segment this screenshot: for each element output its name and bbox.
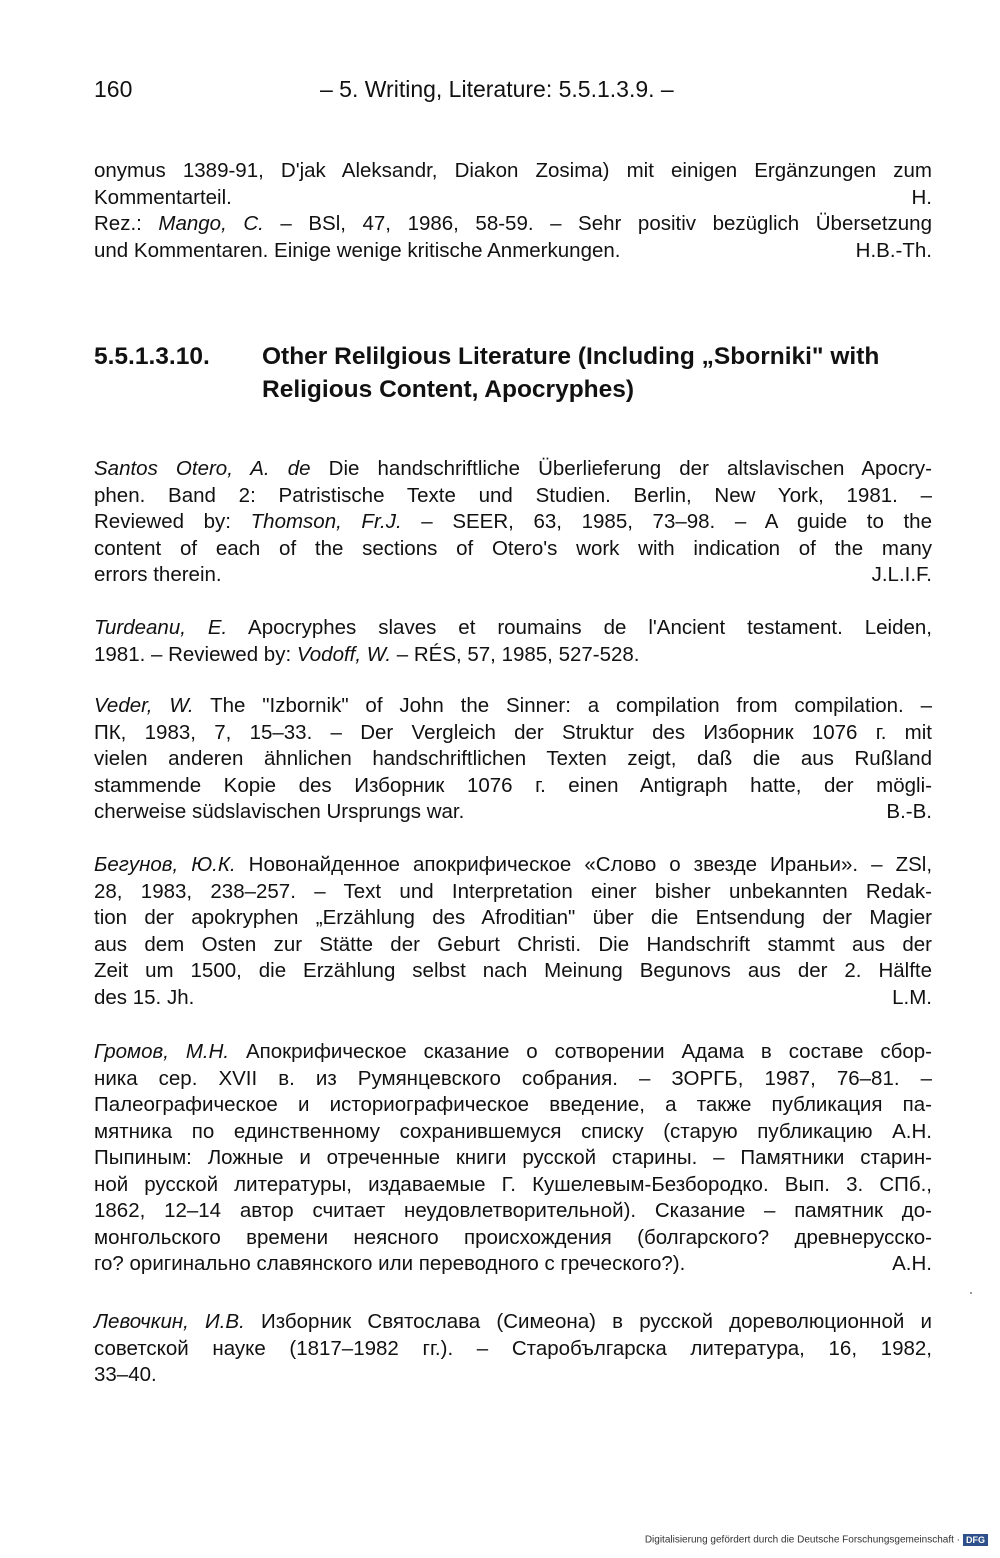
bibliography-entry (94, 1039, 932, 1278)
digitization-footer (645, 1534, 988, 1546)
bibliography-entry (94, 1309, 932, 1389)
bibliography-entry (94, 852, 932, 1011)
bibliography-entry (94, 693, 932, 826)
dfg-logo-icon: DFG (963, 1534, 988, 1546)
running-title: – 5. Writing, Literature: 5.5.1.3.9. – (320, 76, 674, 102)
text-line (94, 238, 932, 265)
entry-author: Громов, М.Н. (94, 1040, 230, 1063)
text-fragment: го? оригинально славянского или переводного с греческого?). (94, 1252, 686, 1275)
text-line: 33–40. (94, 1363, 157, 1386)
text-fragment: und Kommentaren. Einige wenige kritische Anmerkungen. (94, 238, 621, 262)
text-line: 1862, 12–14 автор считает неудовлетворительной). Сказание – памятник до- (94, 1199, 932, 1222)
text-line: stammende Kopie des Изборник 1076 г. einen Antigraph hatte, der mögli- (94, 773, 932, 797)
text-line: content of each of the sections of Otero's work with indication of the many (94, 536, 932, 560)
text-line: монгольского времени неясного происхождения (болгарского? древнерусско- (94, 1225, 932, 1249)
text-line (94, 562, 932, 589)
reviewer-initials: J.L.I.F. (871, 563, 932, 586)
text-line (94, 799, 932, 826)
reviewer-initials: А.Н. (892, 1252, 932, 1275)
text-line: tion der apokryphen „Erzählung des Afroditian" über die Entsendung der Magier (94, 906, 932, 929)
text-line: onymus 1389-91, D'jak Aleksandr, Diakon Zosima) mit einigen Ergänzungen zum (94, 159, 932, 182)
reviewer-name: Thomson, Fr.J. (250, 510, 402, 533)
reviewer-initials: L.M. (892, 985, 932, 1009)
text-fragment: Rez.: (94, 212, 159, 235)
text-line: ной русской литературы, издаваемые Г. Кушелевым-Безбородко. Вып. 3. СПб., (94, 1172, 932, 1196)
text-line (94, 852, 932, 879)
text-line (94, 693, 932, 720)
entry-author: Левочкин, И.В. (94, 1310, 245, 1333)
text-fragment: Apocryphes slaves et roumains de l'Ancient testament. Leiden, (227, 616, 933, 639)
text-line: Zeit um 1500, die Erzählung selbst nach Meinung Begunovs aus der 2. Hälfte (94, 959, 932, 982)
reviewer-name: Mango, C. (158, 212, 264, 235)
section-number: 5.5.1.3.10. (94, 343, 210, 370)
text-line: 28, 1983, 238–257. – Text und Interpretation einer bisher unbekannten Redak- (94, 879, 932, 903)
text-line (94, 456, 932, 483)
bibliography-entry (94, 615, 932, 668)
text-line: советской науке (1817–1982 гг.). – Старобългарска литература, 16, 1982, (94, 1336, 932, 1360)
entry-author: Veder, W. (94, 694, 194, 717)
reviewer-initials: B.-B. (886, 800, 932, 823)
text-line: vielen anderen ähnlichen handschriftlichen Texten zeigt, daß die aus Rußland (94, 747, 932, 770)
text-line (94, 642, 932, 669)
text-fragment: The "Izbornik" of John the Sinner: a compilation from compilation. – (193, 694, 932, 717)
text-fragment: Новонайденное апокрифическое «Слово о звезде Ираньи». – ZSl, (235, 853, 933, 876)
text-line (94, 1251, 932, 1278)
scan-speck (970, 1292, 972, 1294)
text-fragment: Kommentarteil. (94, 185, 232, 209)
page-header (94, 76, 932, 108)
entry-author: Бегунов, Ю.К. (94, 853, 236, 876)
text-line: phen. Band 2: Patristische Texte und Studien. Berlin, New York, 1981. – (94, 483, 932, 507)
text-line (94, 985, 932, 1012)
text-line: ПК, 1983, 7, 15–33. – Der Vergleich der Struktur des Изборник 1076 г. mit (94, 720, 932, 744)
text-fragment: cherweise südslavischen Ursprungs war. (94, 800, 465, 823)
text-line (94, 1039, 932, 1066)
text-line: ника сер. XVII в. из Румянцевского собрания. – ЗОРГБ, 1987, 76–81. – (94, 1066, 932, 1090)
text-line (94, 1309, 932, 1336)
text-fragment: – RÉS, 57, 1985, 527-528. (391, 642, 640, 666)
section-title (262, 340, 932, 406)
text-line (94, 211, 932, 238)
text-fragment: Die handschriftliche Überlieferung der altslavischen Apocry- (310, 457, 932, 480)
text-fragment: des 15. Jh. (94, 985, 195, 1009)
reviewer-initials: H.B.-Th. (855, 238, 932, 262)
text-line (94, 185, 932, 212)
text-fragment: 1981. – Reviewed by: (94, 642, 297, 666)
text-fragment: errors therein. (94, 563, 222, 586)
text-line: Палеографическое и историографическое введение, а также публикация па- (94, 1093, 932, 1116)
text-fragment: Reviewed by: (94, 510, 251, 533)
section-title-line: Other Relilgious Literature (Including „Sborniki" with (262, 343, 880, 370)
text-line (94, 509, 932, 536)
text-fragment: – SEER, 63, 1985, 73–98. – A guide to the (401, 510, 932, 533)
text-fragment: Изборник Святослава (Симеона) в русской дореволюционной и (244, 1310, 933, 1333)
section-title-line: Religious Content, Apocryphes) (262, 376, 635, 403)
page-number: 160 (94, 76, 133, 102)
text-line: Пыпиным: Ложные и отреченные книги русской старины. – Памятники старин- (94, 1146, 932, 1169)
entry-author: Turdeanu, E. (94, 616, 228, 639)
text-fragment: – BSl, 47, 1986, 58-59. – Sehr positiv bezüglich Übersetzung (263, 212, 932, 235)
text-line (94, 615, 932, 642)
entry-author: Santos Otero, A. de (94, 457, 311, 480)
footer-text: Digitalisierung gefördert durch die Deutsche Forschungsgemeinschaft · (644, 1534, 960, 1546)
text-line: aus dem Osten zur Stätte der Geburt Christi. Die Handschrift stammt aus der (94, 932, 932, 956)
text-line: мятника по единственному сохранившемуся списку (старую публикацию А.Н. (94, 1119, 932, 1143)
carryover-entry (94, 158, 932, 264)
reviewer-name: Vodoff, W. (296, 642, 392, 666)
text-fragment: Апокрифическое сказание о сотворении Адама в составе сбор- (229, 1040, 932, 1063)
reviewer-initials: H. (911, 185, 932, 209)
bibliography-entry (94, 456, 932, 589)
